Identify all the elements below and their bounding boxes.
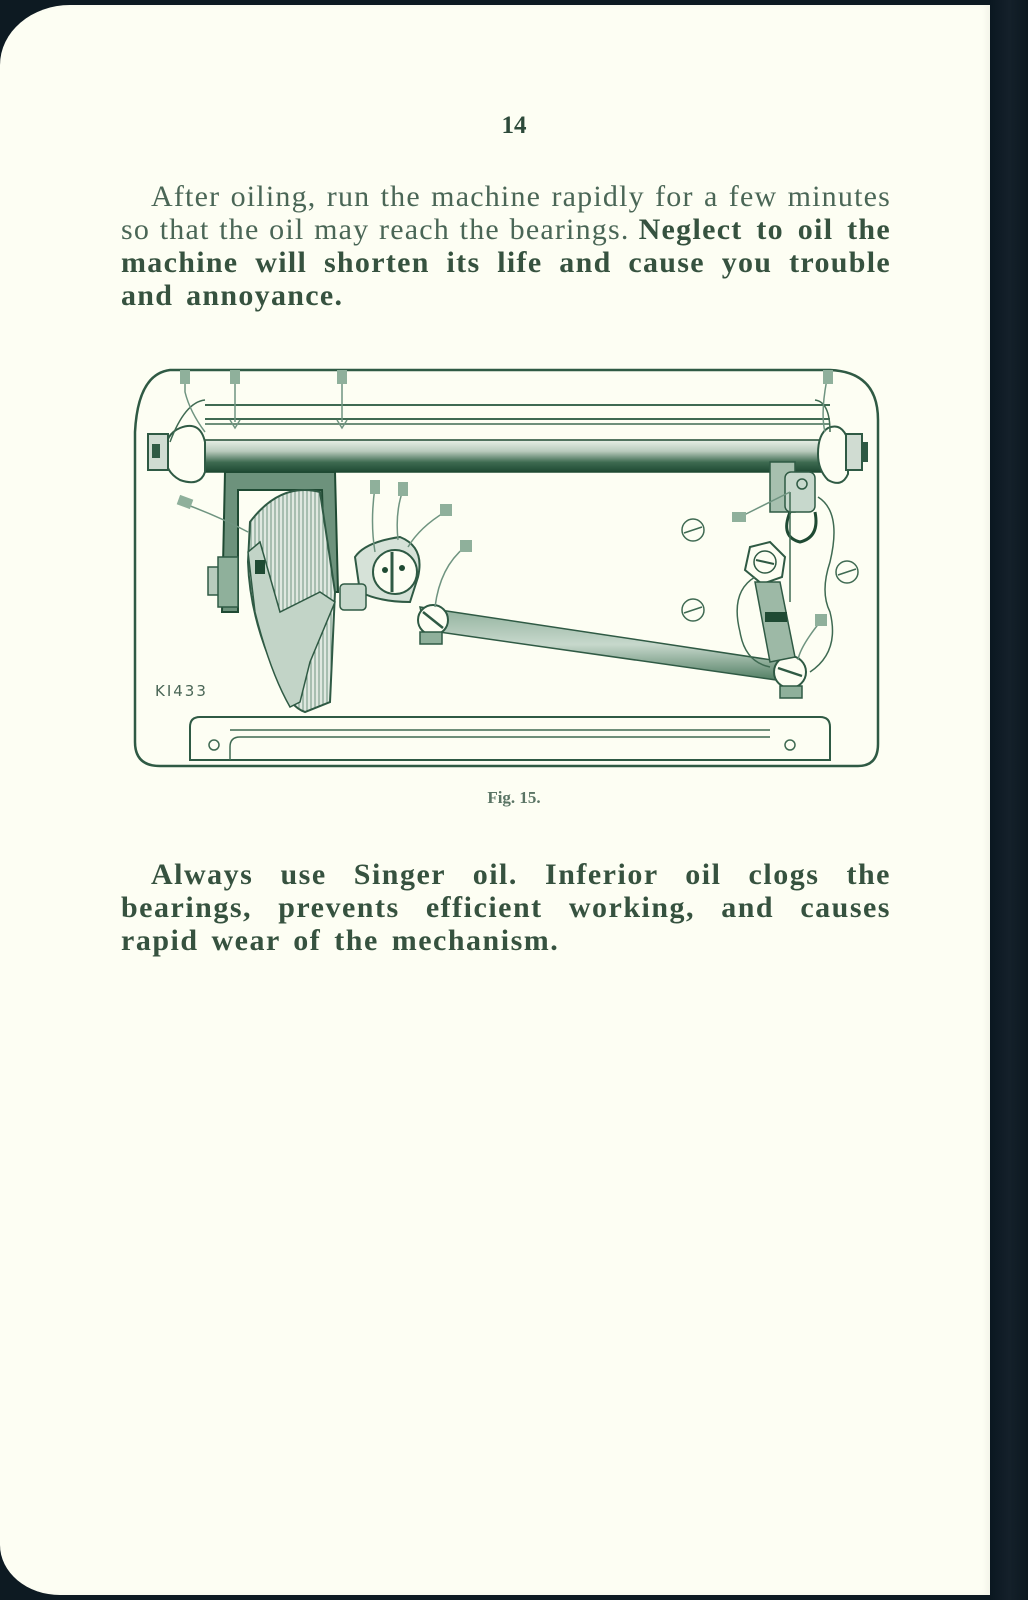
paragraph-singer-oil	[121, 858, 891, 957]
machine-underside-illustration	[130, 362, 882, 772]
figure-plate-code: KI433	[155, 682, 208, 700]
paragraph-bold-text: Always use Singer oil. Inferior oil clogs the bearings, prevents efficient working, and causes rapid wear of the mechanism.	[121, 858, 891, 957]
paragraph-oiling-instructions	[121, 180, 891, 312]
figure-caption: Fig. 15.	[487, 788, 541, 807]
paragraph-normal-text: After oiling, run the machine rapidly for a few minutes so that the oil may reach the bearings.	[121, 180, 891, 246]
paragraph-bold-warning: Neglect to oil the machine will shorten its life and cause you trouble and annoyance.	[121, 213, 892, 312]
page-number: 14	[501, 112, 527, 139]
figure-machine-underside	[130, 362, 882, 772]
